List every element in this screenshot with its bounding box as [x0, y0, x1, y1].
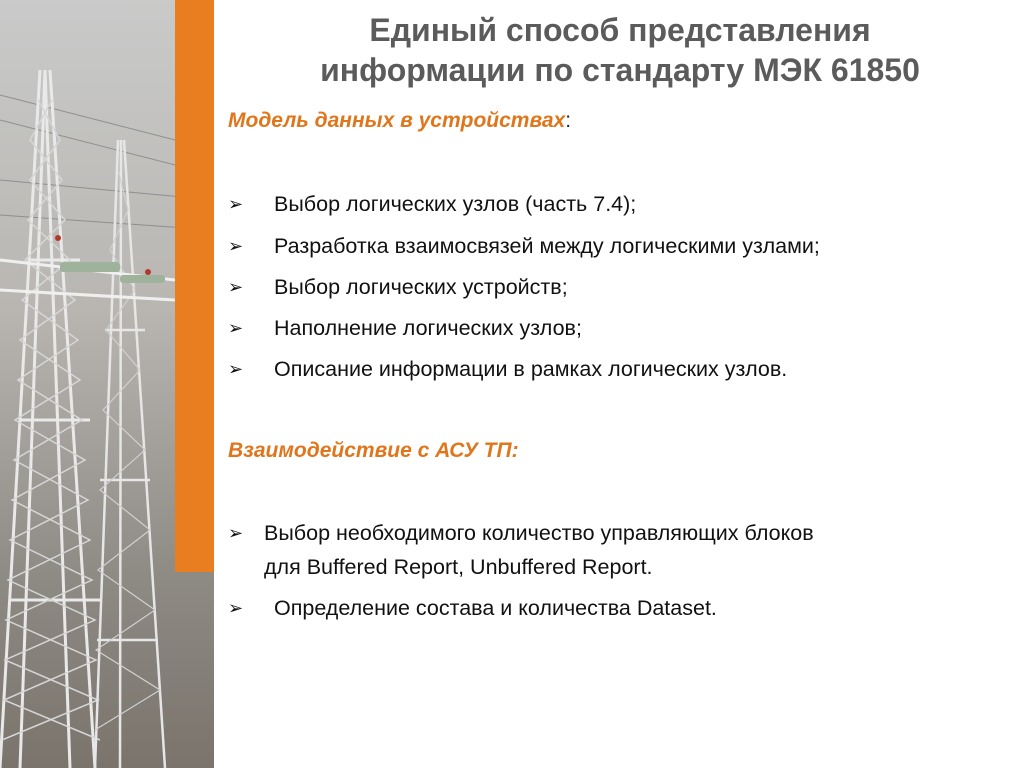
list-item-text: Описание информации в рамках логических узлов.: [274, 357, 788, 381]
list-item-text: для Buffered Report, Unbuffered Report.: [264, 555, 653, 579]
title-line-1: Единый способ представления: [369, 12, 871, 48]
list-item-text: Выбор логических узлов (часть 7.4);: [274, 192, 637, 216]
slide-title: [240, 10, 1000, 90]
list-item-text: Выбор логических устройств;: [274, 275, 568, 299]
arrow-bullet-icon: ➢: [228, 194, 244, 214]
title-line-2: информации по стандарту МЭК 61850: [320, 52, 920, 88]
accent-bar: [175, 0, 214, 572]
list-item-text: Наполнение логических узлов;: [274, 316, 582, 340]
panel-divider: [214, 0, 216, 768]
arrow-bullet-icon: ➢: [228, 523, 244, 543]
list-item-text: Определение состава и количества Dataset.: [274, 596, 717, 620]
arrow-bullet-icon: ➢: [228, 318, 244, 338]
arrow-bullet-icon: ➢: [228, 277, 244, 297]
arrow-bullet-icon: ➢: [228, 359, 244, 379]
section-heading-text: Взаимодействие с АСУ ТП:: [228, 439, 519, 462]
section-heading-data-model: [228, 108, 571, 134]
arrow-bullet-icon: ➢: [228, 598, 244, 618]
section-heading-text: Модель данных в устройствах: [228, 109, 566, 132]
section-heading-asu-tp: [228, 438, 519, 464]
list-item-text: Выбор необходимого количество управляющих блоков: [264, 521, 814, 545]
list-item-text: Разработка взаимосвязей между логическими узлами;: [274, 234, 820, 258]
arrow-bullet-icon: ➢: [228, 236, 244, 256]
section-heading-colon: :: [565, 109, 572, 132]
